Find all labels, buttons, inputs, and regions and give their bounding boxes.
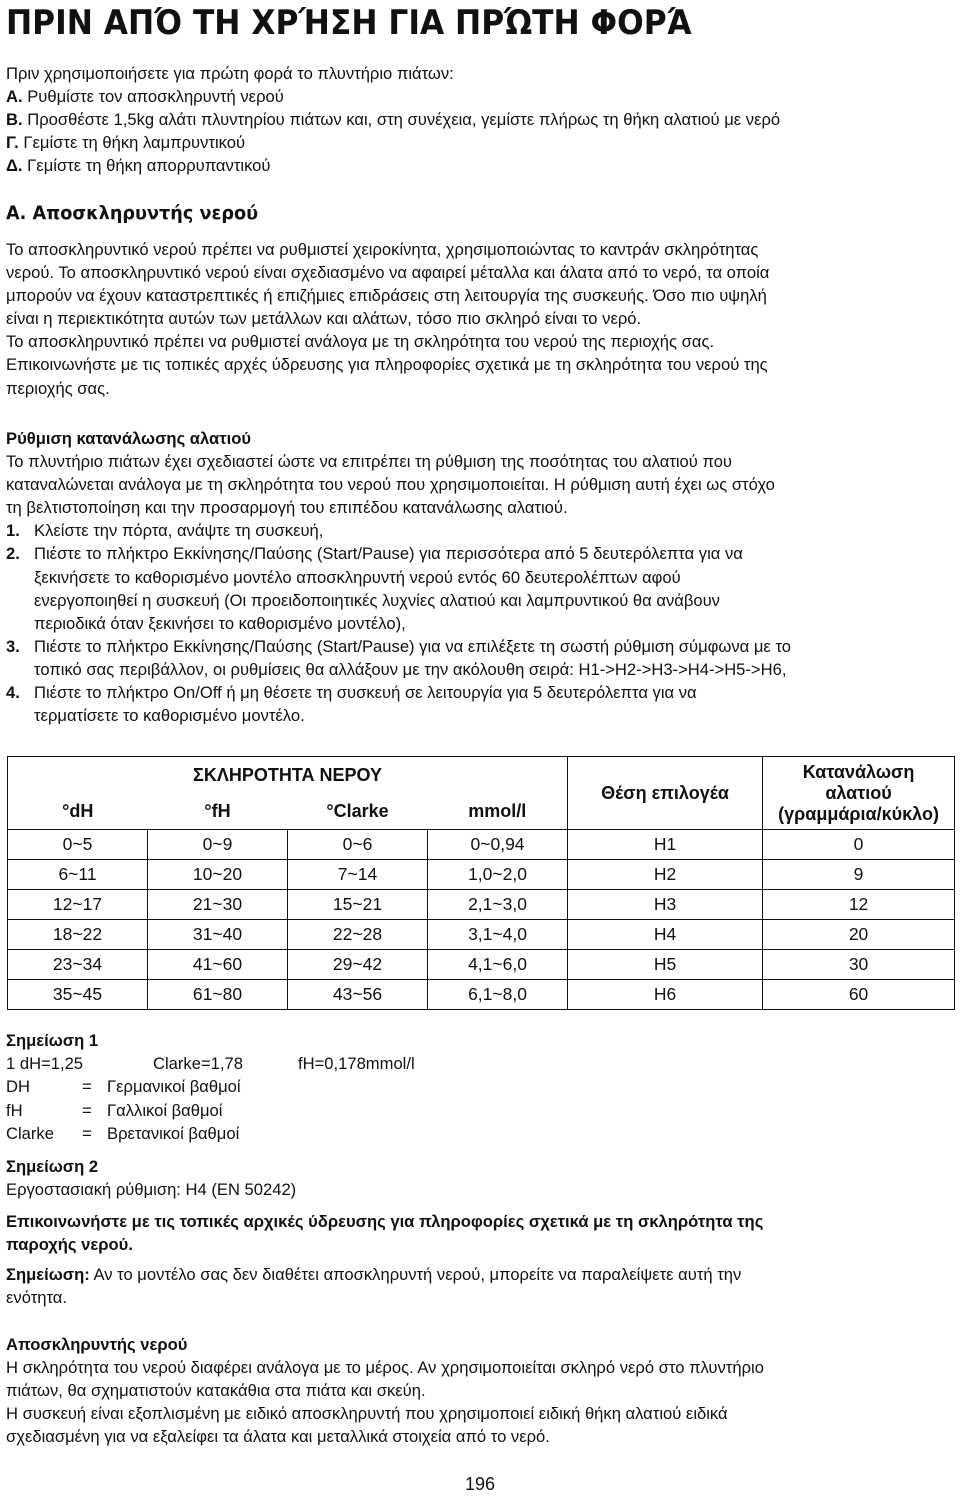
definition-term: DH [6, 1077, 30, 1097]
definition-equals: = [82, 1100, 92, 1120]
step-number: 2. [6, 544, 20, 564]
definition-row [6, 1075, 954, 1099]
definition-term: fH [6, 1100, 23, 1120]
table-row [8, 890, 955, 920]
table-cell: H5 [568, 950, 763, 980]
table-cell: H1 [568, 830, 763, 860]
intro-step [6, 108, 954, 131]
conversion-clarke: Clarke=1,78 [153, 1054, 243, 1074]
paragraph-line: τη βελτιστοποίηση και την προσαρμογή του επιπέδου κατανάλωσης αλατιού. [6, 498, 568, 518]
definition-equals: = [82, 1077, 92, 1097]
paragraph-line: Η σκληρότητα του νερού διαφέρει ανάλογα με το μέρος. Αν χρησιμοποιείται σκληρό νερό στο πλυντήριο [6, 1358, 764, 1378]
step-continuation: ξεκινήσετε το καθορισμένο μοντέλο αποσκληρυντή νερού εντός 60 δευτερολέπτων αφού [34, 567, 681, 587]
table-cell: 9 [763, 860, 955, 890]
table-cell: 0~9 [148, 830, 288, 860]
table-cell: 6,1~8,0 [428, 980, 568, 1010]
softener-body [6, 238, 954, 400]
selector-header: Θέση επιλογέα [568, 757, 763, 830]
conversion-line [6, 1052, 954, 1075]
paragraph-line: μπορούν να έχουν καταστρεπτικές ή επιζήμιες επιδράσεις στη λειτουργία της συσκευής. Όσο πιο υψηλή [6, 286, 767, 306]
intro-step [6, 131, 954, 154]
table-cell: 12 [763, 890, 955, 920]
page-title: ΠΡΙΝ ΑΠΌ ΤΗ ΧΡΉΣΗ ΓΙΑ ΠΡΏΤΗ ΦΟΡΆ [6, 3, 692, 43]
definition-term: Clarke [6, 1124, 54, 1144]
paragraph-line: περιοχής σας. [6, 378, 110, 398]
header-line: Κατανάλωση [802, 761, 915, 782]
table-cell: 0~6 [288, 830, 428, 860]
table-cell: 0 [763, 830, 955, 860]
note1-heading: Σημείωση 1 [6, 1031, 99, 1050]
numbered-step [6, 635, 954, 658]
header-line: (γραμμάρια/κύκλο) [778, 803, 939, 824]
step-label: Γ. [6, 133, 19, 153]
table-cell: 30 [763, 950, 955, 980]
remark-line: ενότητα. [6, 1288, 67, 1308]
numbered-step [6, 542, 954, 565]
salt-heading: Ρύθμιση κατανάλωσης αλατιού [6, 429, 252, 448]
table-cell: H2 [568, 860, 763, 890]
table-cell: 3,1~4,0 [428, 920, 568, 950]
contact-line: παροχής νερού. [6, 1235, 133, 1255]
table-cell: 29~42 [288, 950, 428, 980]
intro-lead: Πριν χρησιμοποιήσετε για πρώτη φορά το πλυντήριο πιάτων: [6, 64, 454, 83]
table-cell: 12~17 [8, 890, 148, 920]
step-text: Πιέστε το πλήκτρο On/Off ή μη θέσετε τη συσκευή σε λειτουργία για 5 δευτερόλεπτα για να [34, 683, 697, 703]
step-number: 3. [6, 636, 20, 656]
intro-section [6, 62, 954, 177]
definition-row [6, 1099, 954, 1123]
table-cell: 6~11 [8, 860, 148, 890]
table-cell: 2,1~3,0 [428, 890, 568, 920]
step-text: Γεμίστε τη θήκη λαμπρυντικού [18, 133, 246, 153]
table-row [8, 920, 955, 950]
table-cell: 35~45 [8, 980, 148, 1010]
table-cell: 7~14 [288, 860, 428, 890]
step-label: Α. [6, 87, 23, 107]
step-continuation: ενεργοποιηθεί η συσκευή (Οι προειδοποιητικές λυχνίες αλατιού και λαμπρυντικού θα ανάβουν [34, 590, 720, 610]
definition-desc: Βρετανικοί βαθμοί [107, 1124, 240, 1144]
unit-header: °fH [148, 793, 288, 830]
table-cell: 20 [763, 920, 955, 950]
step-continuation: περιοδικά όταν ξεκινήσει το καθορισμένο μοντέλο), [34, 613, 406, 633]
paragraph-line: Το αποσκληρυντικό νερού πρέπει να ρυθμιστεί χειροκίνητα, χρησιμοποιώντας το καντράν σκληρότητας [6, 240, 759, 259]
step-text: Κλείστε την πόρτα, ανάψτε τη συσκευή, [34, 521, 324, 541]
note2-heading: Σημείωση 2 [6, 1157, 99, 1176]
table-cell: 18~22 [8, 920, 148, 950]
unit-header: °dH [8, 793, 148, 830]
table-cell: 43~56 [288, 980, 428, 1010]
conversion-dh: 1 dH=1,25 [6, 1054, 84, 1074]
table-cell: H6 [568, 980, 763, 1010]
water-hardness-table [7, 756, 955, 1010]
unit-header: °Clarke [288, 793, 428, 830]
paragraph-line: Επικοινωνήστε με τις τοπικές αρχές ύδρευσης για πληροφορίες σχετικά με τη σκληρότητα του νερού της [6, 355, 768, 375]
remark-text: Αν το μοντέλο σας δεν διαθέτει αποσκληρυντή νερού, μπορείτε να παραλείψετε αυτή την [89, 1265, 742, 1284]
paragraph-line: καταναλώνεται ανάλογα με τη σκληρότητα του νερού που χρησιμοποιείται. Η ρύθμιση αυτή έχει ως στόχο [6, 475, 775, 495]
note1-section [6, 1029, 954, 1146]
table-cell: 60 [763, 980, 955, 1010]
numbered-step [6, 681, 954, 704]
table-row [8, 830, 955, 860]
numbered-step [6, 519, 954, 542]
table-row [8, 980, 955, 1010]
table-cell: 31~40 [148, 920, 288, 950]
conversion-fh: fH=0,178mmol/l [298, 1054, 415, 1074]
paragraph-line: είναι η περιεκτικότητα αυτών των μετάλλων και αλάτων, τόσο πιο σκληρό είναι το νερό. [6, 309, 642, 329]
table-cell: 22~28 [288, 920, 428, 950]
step-number: 4. [6, 683, 20, 703]
softener2-heading: Αποσκληρυντής νερού [6, 1335, 188, 1354]
hardness-group-header: ΣΚΛΗΡΟΤΗΤΑ ΝΕΡΟΥ [8, 757, 568, 794]
step-text: Πιέστε το πλήκτρο Εκκίνησης/Παύσης (Start/Pause) για περισσότερα από 5 δευτερόλεπτα για να [34, 544, 743, 564]
remark-line [6, 1263, 954, 1286]
softener2-section [6, 1333, 954, 1448]
step-text: Γεμίστε τη θήκη απορρυπαντικού [22, 156, 271, 176]
table-cell: 15~21 [288, 890, 428, 920]
softener-heading: Α. Αποσκληρυντής νερού [6, 202, 259, 224]
step-continuation: τοπικό σας περιβάλλον, οι ρυθμίσεις θα αλλάξουν με την ακόλουθη σειρά: H1->H2->H3->H4->H5->H6, [34, 659, 787, 679]
step-text: Προσθέστε 1,5kg αλάτι πλυντηρίου πιάτων και, στη συνέχεια, γεμίστε πλήρως τη θήκη αλατιού με νερό [22, 110, 781, 130]
step-text: Πιέστε το πλήκτρο Εκκίνησης/Παύσης (Start/Pause) για να επιλέξετε τη σωστή ρύθμιση σύμφωνα με το [34, 636, 791, 656]
definition-desc: Γερμανικοί βαθμοί [107, 1077, 241, 1097]
remark-label: Σημείωση: [6, 1265, 90, 1284]
table-cell: H4 [568, 920, 763, 950]
step-label: Β. [6, 110, 23, 130]
remark-section [6, 1263, 954, 1309]
header-line: αλατιού [825, 782, 892, 803]
definition-row [6, 1122, 954, 1146]
page-number: 196 [464, 1474, 496, 1494]
unit-header: mmol/l [428, 793, 568, 830]
table-cell: 10~20 [148, 860, 288, 890]
table-row [8, 860, 955, 890]
table-cell: 61~80 [148, 980, 288, 1010]
contact-line: Επικοινωνήστε με τις τοπικές αρχικές ύδρευσης για πληροφορίες σχετικά με τη σκληρότητα της [6, 1212, 764, 1231]
table-cell: 0~0,94 [428, 830, 568, 860]
table-cell: 0~5 [8, 830, 148, 860]
softener-section [6, 200, 954, 226]
step-label: Δ. [6, 156, 23, 176]
table-row [8, 950, 955, 980]
paragraph-line: Το πλυντήριο πιάτων έχει σχεδιαστεί ώστε να επιτρέπει τη ρύθμιση της ποσότητας του αλατιού που [6, 452, 732, 472]
definition-desc: Γαλλικοί βαθμοί [107, 1100, 223, 1120]
step-text: Ρυθμίστε τον αποσκληρυντή νερού [22, 87, 284, 107]
intro-step [6, 85, 954, 108]
contact-section [6, 1210, 954, 1256]
intro-step [6, 154, 954, 177]
table-cell: H3 [568, 890, 763, 920]
paragraph-line: πιάτων, θα σχηματιστούν κατακάθια στα πιάτα και σκεύη. [6, 1381, 426, 1401]
step-number: 1. [6, 521, 20, 541]
salt-consumption-header [763, 757, 955, 830]
note2-section [6, 1155, 954, 1201]
table-header-row [8, 757, 955, 794]
paragraph-line: σχεδιασμένη για να εξαλείφει τα άλατα και μεταλλικά στοιχεία από το νερό. [6, 1427, 550, 1447]
table-cell: 21~30 [148, 890, 288, 920]
paragraph-line: νερού. Το αποσκληρυντικό νερού είναι σχεδιασμένο να αφαιρεί μέταλλα και άλατα από το νερό, τα οποία [6, 263, 770, 283]
step-continuation: τερματίσετε το καθορισμένο μοντέλο. [34, 706, 305, 726]
salt-section [6, 427, 954, 727]
table-cell: 4,1~6,0 [428, 950, 568, 980]
paragraph-line: Το αποσκληρυντικό πρέπει να ρυθμιστεί ανάλογα με τη σκληρότητα του νερού της περιοχής σας. [6, 332, 715, 352]
table-cell: 1,0~2,0 [428, 860, 568, 890]
paragraph-line: Η συσκευή είναι εξοπλισμένη με ειδικό αποσκληρυντή που χρησιμοποιεί ειδική θήκη αλατιού ειδικά [6, 1404, 728, 1424]
table-cell: 23~34 [8, 950, 148, 980]
note2-text: Εργοστασιακή ρύθμιση: H4 (EN 50242) [6, 1180, 297, 1200]
definition-equals: = [82, 1124, 92, 1144]
table-cell: 41~60 [148, 950, 288, 980]
